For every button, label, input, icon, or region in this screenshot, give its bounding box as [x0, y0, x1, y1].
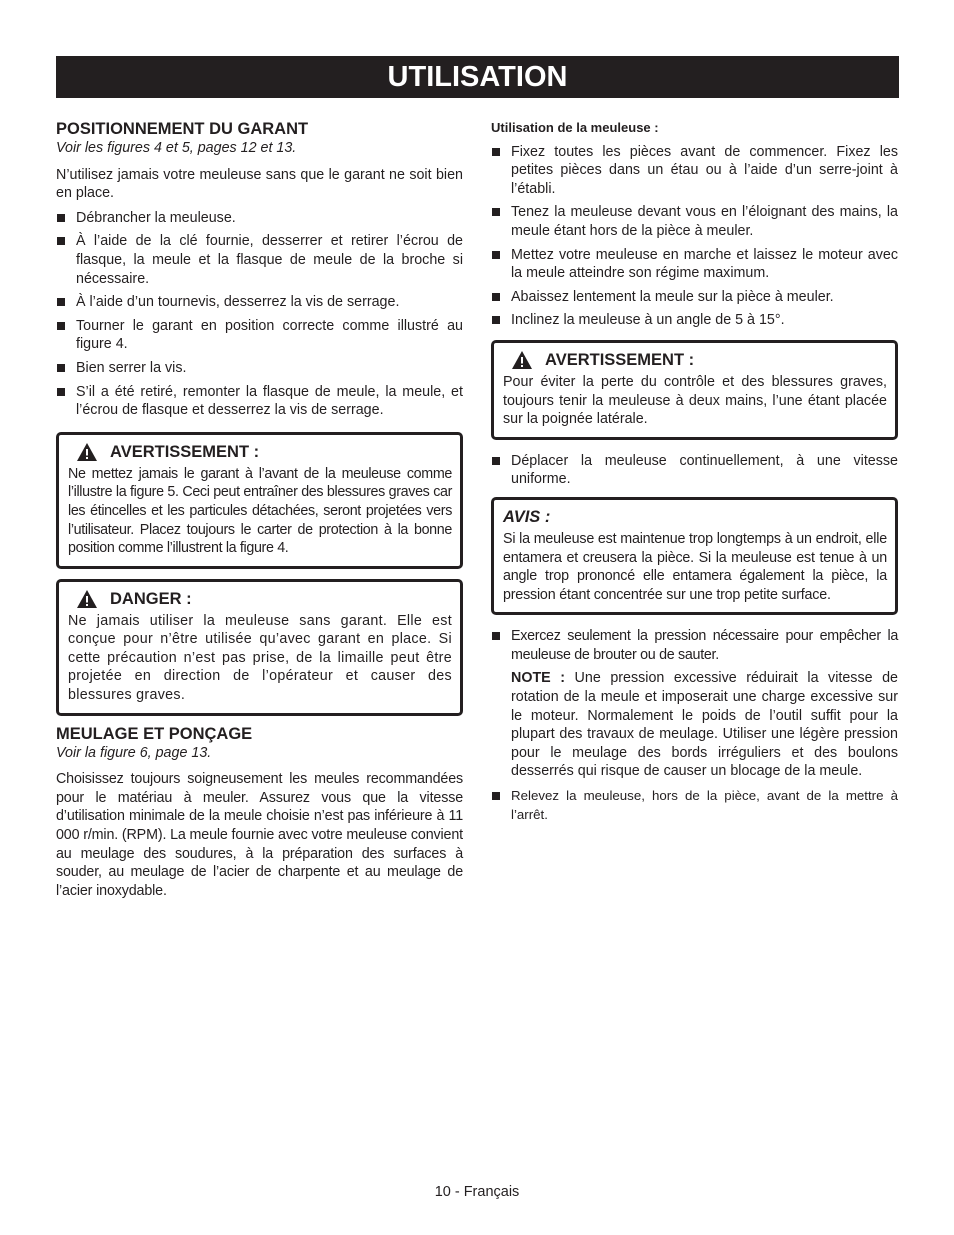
list-item: S’il a été retiré, remonter la flasque de meule, la meule, et l’écrou de flasque et desserrez la vis de serrage.	[56, 383, 463, 420]
bullet-square-icon	[492, 251, 500, 259]
section-title-guard: POSITIONNEMENT DU GARANT	[56, 120, 309, 138]
warning-triangle-icon	[76, 442, 98, 462]
section-title-grinding: MEULAGE ET PONÇAGE	[56, 724, 253, 743]
bullet-square-icon	[492, 148, 500, 156]
bullet-square-icon	[57, 388, 65, 396]
grinding-paragraph: Choisissez toujours soigneusement les meules recommandées pour le matériau à meuler. Assurez vous que la vitesse d’utilisation minimale de la meule choisie n’est pas inférieure à 11 000 r/min. (RPM). La meule fournie avec votre meuleuse convient au meulage des soudures, à la préparation des surfaces à souder, au meulage de l’acier de charpente et au meulage de l’acier inoxydable.	[56, 771, 463, 899]
list-item: Tourner le garant en position correcte comme illustré au figure 4.	[56, 317, 463, 354]
bullet-square-icon	[57, 322, 65, 330]
bullet-square-icon	[492, 792, 500, 800]
bullet-square-icon	[57, 298, 65, 306]
bullet-square-icon	[57, 237, 65, 245]
bullet-square-icon	[492, 632, 500, 640]
note-label: NOTE :	[511, 670, 566, 687]
left-column	[56, 119, 463, 906]
warning-text: Ne mettez jamais le garant à l’avant de la meuleuse comme l’illustre la figure 5. Ceci peut entraîner des blessures graves car les étincelles et les particules détachées, seront projetées vers l’utilisateur. Placez toujours le carter de protection à la bonne position comme l’illustrent la figure 4.	[68, 465, 452, 557]
list-item: Exercez seulement la pression nécessaire pour empêcher la meuleuse de brouter ou de sauter.	[491, 627, 898, 664]
danger-triangle-icon	[76, 589, 98, 609]
warning-box-handling	[491, 340, 898, 440]
list-item: Mettez votre meuleuse en marche et laissez le moteur avec la meule atteindre son régime maximum.	[491, 246, 898, 283]
bullet-square-icon	[57, 364, 65, 372]
bullet-square-icon	[57, 214, 65, 222]
notice-text: Si la meuleuse est maintenue trop longtemps à un endroit, elle entamera et creusera la pièce. Si la meuleuse est tenue à un angle trop prononcé elle entamera également la pièce, la pression étant concentrée sur une trop petite surface.	[503, 530, 887, 603]
list-item: Déplacer la meuleuse continuellement, à une vitesse uniforme.	[491, 452, 898, 489]
danger-text: Ne jamais utiliser la meuleuse sans garant. Elle est conçue pour n’être utilisée qu’avec garant en place. Si cette précaution n’est pas prise, de la limaille peut être projetée en direction de l’opérateur et causer des blessures graves.	[68, 612, 452, 704]
subsection-title: Utilisation de la meuleuse :	[491, 120, 659, 135]
figure-reference: Voir les figures 4 et 5, pages 12 et 13.	[56, 140, 297, 156]
list-item: À l’aide d’un tournevis, desserrez la vis de serrage.	[56, 293, 463, 312]
list-item: Relevez la meuleuse, hors de la pièce, avant de la mettre à l’arrêt.	[491, 787, 898, 824]
note-text: Une pression excessive réduirait la vitesse de rotation de la meule et imposerait une charge excessive sur le moteur. Normalement le poids de l’outil suffit pour la plupart des travaux de meulage. Utiliser une légère pression pour le meulage des bords irréguliers et des boulons desserrés qui risque de causer un blocage de la meule.	[511, 670, 898, 780]
bullet-square-icon	[492, 208, 500, 216]
list-item: Bien serrer la vis.	[56, 359, 463, 378]
right-column	[491, 119, 898, 829]
warning-title: AVERTISSEMENT :	[110, 442, 260, 461]
list-item: Inclinez la meuleuse à un angle de 5 à 15°.	[491, 311, 898, 330]
danger-box	[56, 579, 463, 716]
intro-paragraph: N’utilisez jamais votre meuleuse sans que le garant ne soit bien en place.	[56, 166, 463, 202]
usage-steps-list-4	[491, 787, 898, 824]
notice-title: AVIS :	[503, 507, 551, 526]
list-item: Débrancher la meuleuse.	[56, 209, 463, 228]
notice-box	[491, 497, 898, 615]
guard-steps-list	[56, 209, 463, 420]
warning-title: AVERTISSEMENT :	[545, 350, 695, 369]
section-banner: UTILISATION	[56, 56, 899, 98]
figure-reference: Voir la figure 6, page 13.	[56, 744, 212, 761]
bullet-square-icon	[492, 293, 500, 301]
list-item: À l’aide de la clé fournie, desserrer et retirer l’écrou de flasque, la meule et la flasque de meule de la broche si nécessaire.	[56, 232, 463, 288]
page-footer: 10 - Français	[434, 1184, 520, 1200]
usage-steps-list	[491, 143, 898, 330]
list-item: Abaissez lentement la meule sur la pièce à meuler.	[491, 288, 898, 307]
warning-text: Pour éviter la perte du contrôle et des blessures graves, toujours tenir la meuleuse à deux mains, l’une étant placée sur la poignée latérale.	[503, 373, 887, 428]
usage-steps-list-3	[491, 627, 898, 664]
list-item: Fixez toutes les pièces avant de commencer. Fixez les petites pièces dans un étau ou à l’aide d’un serre-joint à l’établi.	[491, 143, 898, 199]
bullet-square-icon	[492, 316, 500, 324]
note-paragraph	[511, 669, 898, 781]
warning-box-guard	[56, 432, 463, 569]
list-item: Tenez la meuleuse devant vous en l’éloignant des mains, la meule étant hors de la pièce à meuler.	[491, 203, 898, 240]
danger-title: DANGER :	[110, 589, 192, 608]
usage-steps-list-2	[491, 452, 898, 489]
warning-triangle-icon	[511, 350, 533, 370]
bullet-square-icon	[492, 457, 500, 465]
